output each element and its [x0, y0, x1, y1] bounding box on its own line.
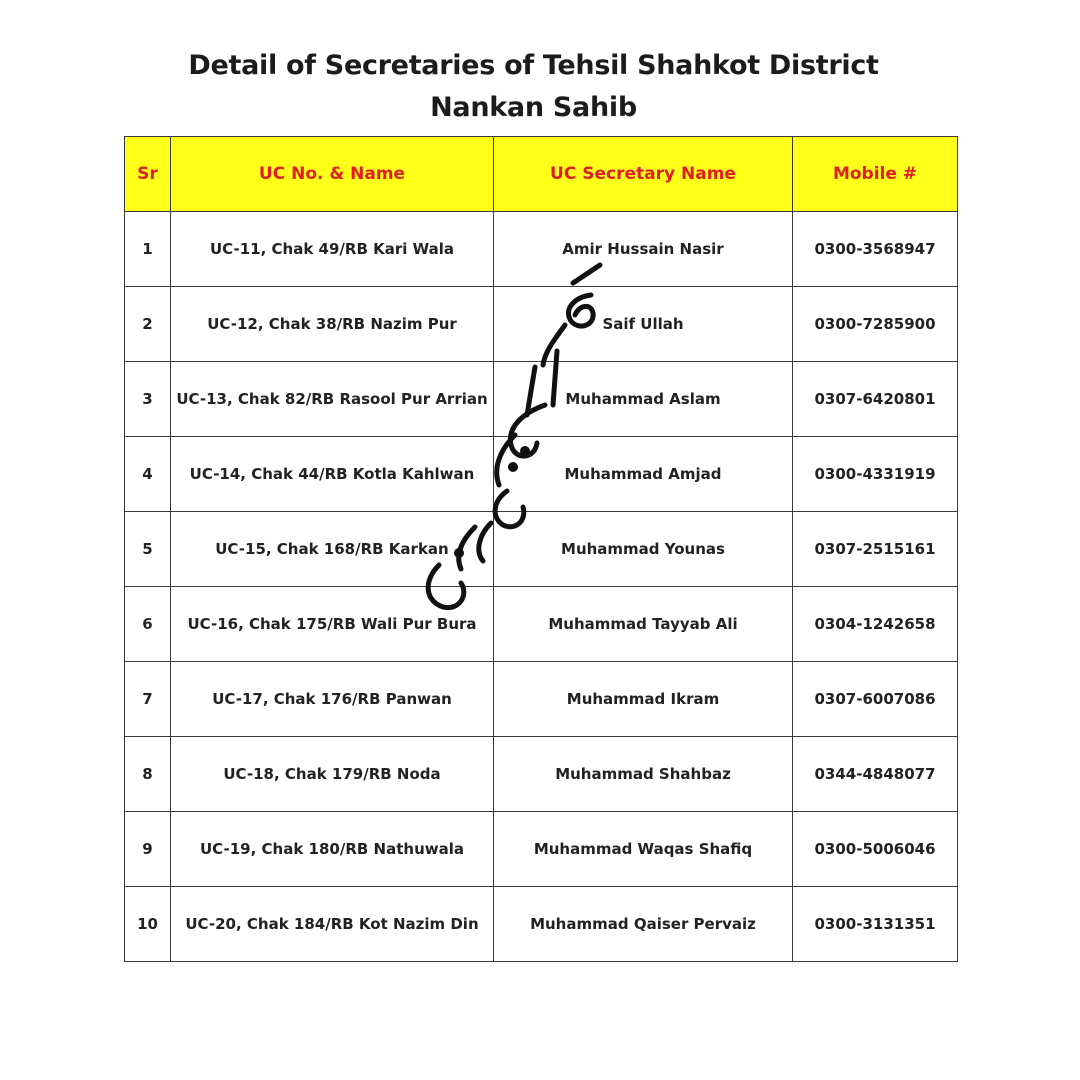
- header-uc-name: UC No. & Name: [171, 137, 494, 212]
- cell-uc-name: UC-13, Chak 82/RB Rasool Pur Arrian: [171, 362, 494, 437]
- cell-secretary-name: Muhammad Tayyab Ali: [494, 587, 793, 662]
- header-sr: Sr: [125, 137, 171, 212]
- cell-mobile: 0307-6007086: [793, 662, 958, 737]
- cell-sr: 8: [125, 737, 171, 812]
- table-row: [125, 512, 958, 587]
- cell-sr: 5: [125, 512, 171, 587]
- cell-uc-name: UC-14, Chak 44/RB Kotla Kahlwan: [171, 437, 494, 512]
- cell-secretary-name: Muhammad Aslam: [494, 362, 793, 437]
- cell-uc-name: UC-20, Chak 184/RB Kot Nazim Din: [171, 887, 494, 962]
- cell-sr: 7: [125, 662, 171, 737]
- table-header: [125, 137, 958, 212]
- cell-secretary-name: Muhammad Younas: [494, 512, 793, 587]
- cell-mobile: 0300-5006046: [793, 812, 958, 887]
- table-row: [125, 662, 958, 737]
- cell-secretary-name: Muhammad Qaiser Pervaiz: [494, 887, 793, 962]
- cell-uc-name: UC-11, Chak 49/RB Kari Wala: [171, 212, 494, 287]
- cell-uc-name: UC-15, Chak 168/RB Karkan: [171, 512, 494, 587]
- page-title: Detail of Secretaries of Tehsil Shahkot District: [188, 50, 879, 81]
- cell-secretary-name: Muhammad Waqas Shafiq: [494, 812, 793, 887]
- cell-secretary-name: Muhammad Amjad: [494, 437, 793, 512]
- table-row: [125, 362, 958, 437]
- cell-secretary-name: Amir Hussain Nasir: [494, 212, 793, 287]
- cell-uc-name: UC-19, Chak 180/RB Nathuwala: [171, 812, 494, 887]
- cell-uc-name: UC-12, Chak 38/RB Nazim Pur: [171, 287, 494, 362]
- table-row: [125, 437, 958, 512]
- cell-uc-name: UC-18, Chak 179/RB Noda: [171, 737, 494, 812]
- cell-secretary-name: Muhammad Shahbaz: [494, 737, 793, 812]
- cell-uc-name: UC-17, Chak 176/RB Panwan: [171, 662, 494, 737]
- cell-uc-name: UC-16, Chak 175/RB Wali Pur Bura: [171, 587, 494, 662]
- table-row: [125, 287, 958, 362]
- table-row: [125, 812, 958, 887]
- cell-sr: 9: [125, 812, 171, 887]
- cell-mobile: 0304-1242658: [793, 587, 958, 662]
- page-subtitle: Nankan Sahib: [430, 92, 637, 123]
- cell-secretary-name: Muhammad Ikram: [494, 662, 793, 737]
- cell-sr: 2: [125, 287, 171, 362]
- table-row: [125, 887, 958, 962]
- table-row: [125, 737, 958, 812]
- cell-sr: 6: [125, 587, 171, 662]
- table-header-row: [125, 137, 958, 212]
- table-row: [125, 212, 958, 287]
- cell-sr: 10: [125, 887, 171, 962]
- cell-mobile: 0300-3131351: [793, 887, 958, 962]
- header-mobile: Mobile #: [793, 137, 958, 212]
- secretaries-table: [124, 136, 958, 962]
- cell-sr: 1: [125, 212, 171, 287]
- table-body: [125, 212, 958, 962]
- cell-sr: 3: [125, 362, 171, 437]
- cell-secretary-name: Saif Ullah: [494, 287, 793, 362]
- cell-mobile: 0344-4848077: [793, 737, 958, 812]
- table-row: [125, 587, 958, 662]
- cell-mobile: 0300-7285900: [793, 287, 958, 362]
- cell-mobile: 0307-6420801: [793, 362, 958, 437]
- cell-mobile: 0307-2515161: [793, 512, 958, 587]
- cell-sr: 4: [125, 437, 171, 512]
- cell-mobile: 0300-4331919: [793, 437, 958, 512]
- cell-mobile: 0300-3568947: [793, 212, 958, 287]
- header-secretary-name: UC Secretary Name: [494, 137, 793, 212]
